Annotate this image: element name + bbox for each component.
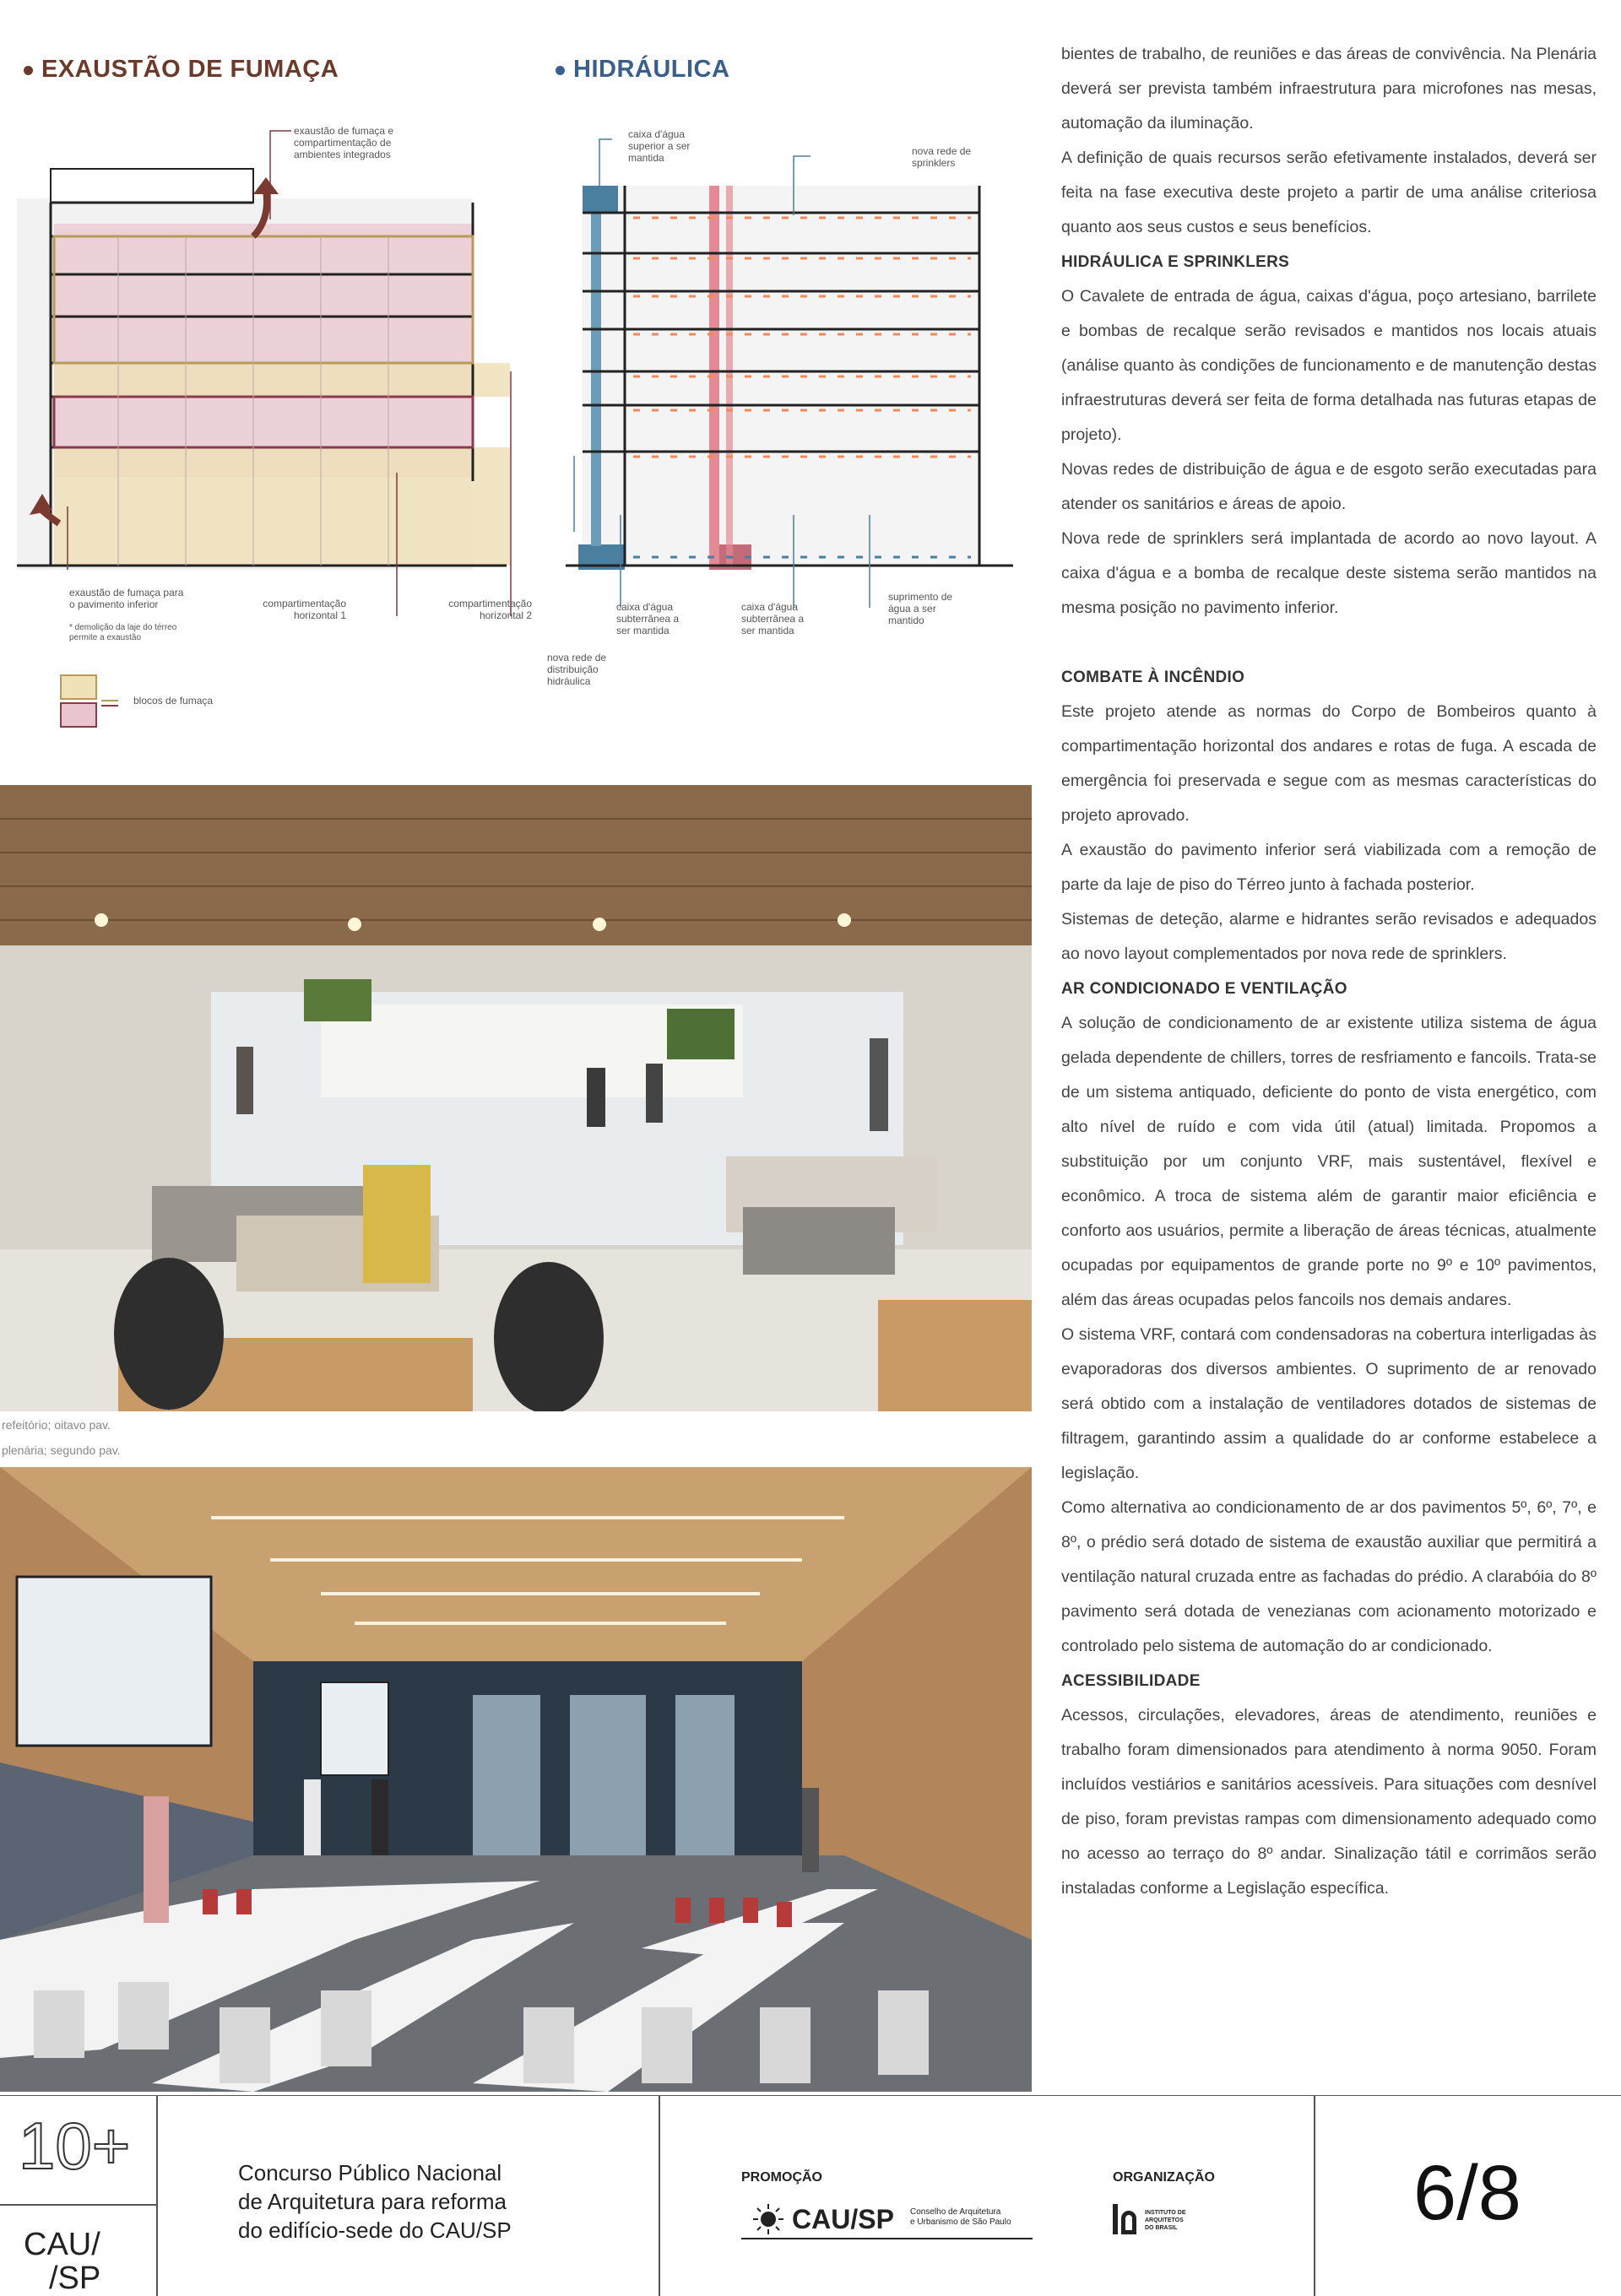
paragraph: Nova rede de sprinklers será implantada de acordo ao novo layout. A caixa d'água e a bomba de recalque deste sistema serão mantidos na mesma posição no pavimento inferior.: [1061, 529, 1597, 617]
smoke-callout-note: * demolição da laje do térreo permite a exaustão: [69, 623, 177, 642]
paragraph: A solução de condicionamento de ar existente utiliza sistema de água gelada dependente de chillers, torres de resfriamento e fancoils. Trata-se de um sistema antiquado, deficiente do ponto de vista energético, com alto nível de ruído e com vida útil (atual) limitada. Propomos a substituição por um conjunto VRF, mais sustentável, flexível e econômico. A troca de sistema além de garantir maior eficiência e conforto aos usuários, permite a liberação de áreas técnicas, atualmente ocupadas por equipamentos de grande porte no 9º e 10º pavimentos, além das áreas ocupadas pelos fancoils nos demais andares.: [1061, 1014, 1597, 1309]
heading-fire: COMBATE À INCÊNDIO: [1061, 669, 1245, 686]
paragraph: Sistemas de deteção, alarme e hidrantes serão revisados e adequados ao novo layout complementados por nova rede de sprinklers.: [1061, 910, 1597, 963]
smoke-callout-lower: exaustão de fumaça para o pavimento inferior: [69, 587, 184, 610]
heading-accessibility: ACESSIBILIDADE: [1061, 1672, 1201, 1690]
paragraph: bientes de trabalho, de reuniões e das áreas de convivência. Na Plenária deverá ser prevista também infraestrutura para microfones nas mesas, automação da iluminação.: [1061, 45, 1597, 133]
smoke-callout-horiz1: compartimentação horizontal 1: [263, 598, 346, 621]
hydraulic-section-title: [556, 56, 729, 84]
paragraph: Acessos, circulações, elevadores, áreas de atendimento, reuniões e trabalho foram dimensionados para atendimento à norma 9050. Foram incluídos vestiários e sanitários acessíveis. Para situações com desnível de piso, foram previstas rampas com dimensionamento adequado como no acesso ao terraço do 8º andar. Sinalização tátil e corrimãos serão instaladas conforme a Legislação específica.: [1061, 1706, 1597, 1898]
iab-sub-line: INSTITUTO DE: [1145, 2210, 1186, 2216]
smoke-title-text: EXAUSTÃO DE FUMAÇA: [41, 56, 339, 83]
cau-sub-line: Conselho de Arquitetura: [910, 2207, 1001, 2217]
hydraulic-section-diagram: [540, 118, 1047, 591]
promo-label: PROMOÇÃO: [741, 2170, 822, 2185]
smoke-legend-label: blocos de fumaça: [133, 695, 214, 707]
render-cafeteria: [0, 785, 1032, 1411]
iab-mark-icon: [1113, 2204, 1118, 2234]
paragraph: O Cavalete de entrada de água, caixas d'água, poço artesiano, barrilete e bombas de recalque serão revisados e mantidos nos locais atuais (análise quanto às condições de funcionamento e de manutenção destas infraestruturas deverá ser feita de forma detalhada nas futuras etapas de projeto).: [1061, 287, 1597, 444]
bullet-icon: [24, 66, 33, 75]
contest-title: [238, 2158, 512, 2245]
paragraph: Este projeto atende as normas do Corpo de Bombeiros quanto à compartimentação horizontal dos andares e rotas de fuga. A escada de emergência foi preservada e segue com as mesmas características do projeto aprovado.: [1061, 702, 1597, 825]
heading-air: AR CONDICIONADO E VENTILAÇÃO: [1061, 980, 1347, 998]
cau-logo-text: CAU/SP: [792, 2204, 894, 2234]
paragraph: A definição de quais recursos serão efetivamente instalados, deverá ser feita na fase executiva deste projeto a partir de uma análise criteriosa quanto aos seus custos e seus benefícios.: [1061, 149, 1597, 236]
cau-logo-sub: [910, 2207, 1011, 2228]
hyd-callout-sprinklers: nova rede de sprinklers: [912, 145, 972, 169]
hyd-callout-tank-top: caixa d'água superior a ser mantida: [628, 128, 691, 164]
paragraph: A exaustão do pavimento inferior será viabilizada com a remoção de parte da laje de piso do Térreo junto à fachada posterior.: [1061, 841, 1597, 894]
logo-cau-line2: /SP: [49, 2261, 101, 2296]
text-column: [1061, 37, 1597, 1906]
hyd-callout-water-supply: suprimento de água a ser mantido: [888, 591, 953, 626]
paragraph: Como alternativa ao condicionamento de ar dos pavimentos 5º, 6º, 7º, e 8º, o prédio será dotado de sistema de exaustão auxiliar que permitirá a ventilação natural cruzada entre as fachadas do prédio. A clarabóia do 8º pavimento será dotada de venezianas com acionamento motorizado e controlado pelo sistema de automação do ar condicionado.: [1061, 1498, 1597, 1655]
iab-sub-line: ARQUITETOS: [1145, 2217, 1184, 2223]
contest-line: do edifício-sede do CAU/SP: [238, 2217, 512, 2243]
paragraph: Novas redes de distribuição de água e de esgoto serão executadas para atender os sanitários e áreas de apoio.: [1061, 460, 1597, 513]
hydraulic-title-text: HIDRÁULICA: [573, 56, 730, 83]
smoke-section-title: [24, 56, 339, 84]
iab-sub-line: DO BRASIL: [1145, 2225, 1178, 2231]
logo-10plus: 10+: [19, 2109, 131, 2183]
caption-plenary: plenária; segundo pav.: [2, 1443, 121, 1457]
smoke-callout-horiz2: compartimentação horizontal 2: [448, 598, 532, 621]
hyd-callout-tank-under2: caixa d'água subterrânea a ser mantida: [741, 601, 805, 636]
contest-line: de Arquitetura para reforma: [238, 2189, 507, 2214]
page-number: 6/8: [1413, 2150, 1521, 2236]
cau-sub-line: e Urbanismo de São Paulo: [910, 2217, 1011, 2227]
iab-mark-icon: [1121, 2211, 1136, 2234]
smoke-section-diagram: [0, 118, 540, 591]
hyd-callout-tank-under1: caixa d'água subterrânea a ser mantida: [616, 601, 680, 636]
org-label: ORGANIZAÇÃO: [1113, 2170, 1215, 2185]
heading-hydraulics: HIDRÁULICA E SPRINKLERS: [1061, 253, 1290, 271]
contest-line: Concurso Público Nacional: [238, 2160, 502, 2185]
bullet-icon: [556, 66, 565, 75]
iab-logo-sub: [1145, 2209, 1185, 2232]
logo-cau-line1: CAU/: [24, 2227, 100, 2262]
sun-icon: [751, 2202, 785, 2236]
paragraph: O sistema VRF, contará com condensadoras na cobertura interligadas às evaporadoras dos diversos ambientes. O suprimento de ar renovado será obtido com a instalação de ventiladores dotados de sistemas de filtragem, garantindo assim a qualidade do ar conforme estabelece a legislação.: [1061, 1325, 1597, 1482]
caption-cafeteria: refeitório; oitavo pav.: [2, 1418, 111, 1432]
render-plenary: [0, 1467, 1032, 2092]
smoke-callout-top: exaustão de fumaça e compartimentação de ambientes integrados: [294, 125, 394, 160]
hyd-callout-new-network: nova rede de distribuição hidráulica: [547, 652, 607, 687]
footer: [0, 2095, 1621, 2296]
